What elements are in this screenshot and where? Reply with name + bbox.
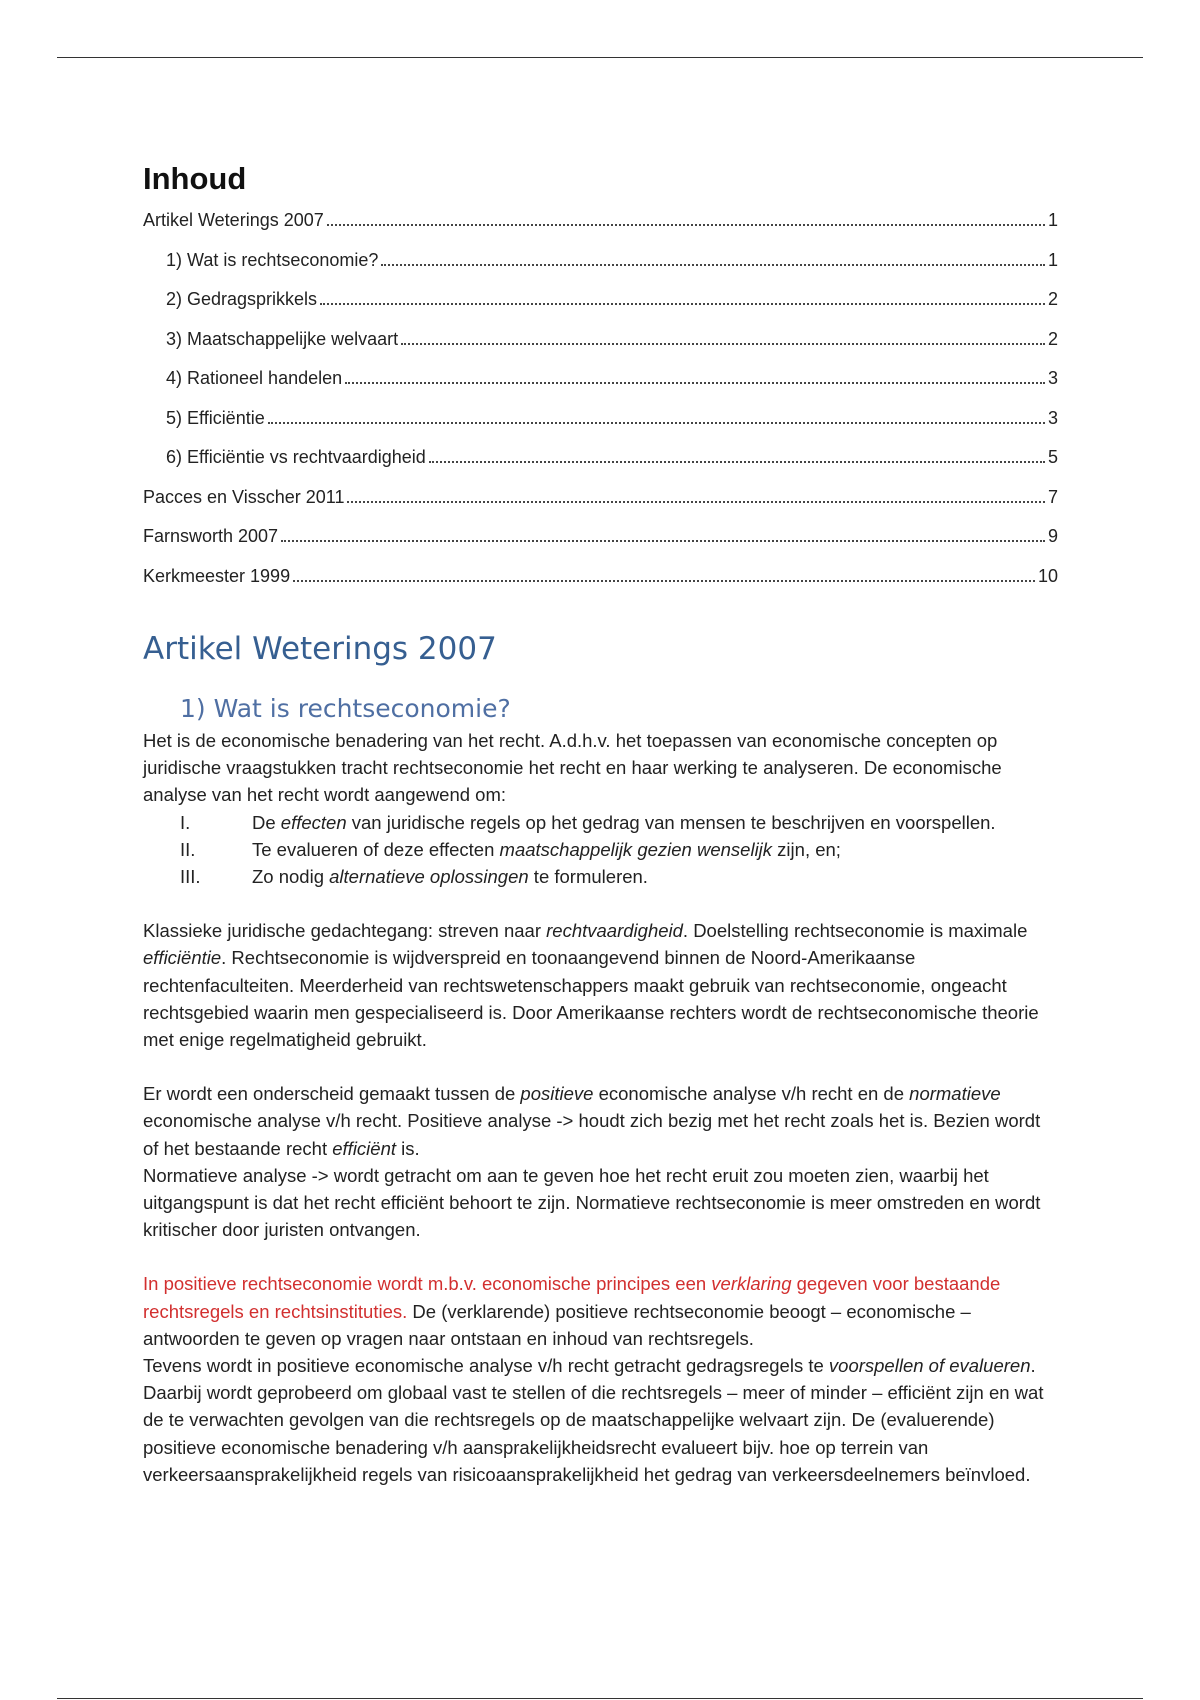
toc-entry-page: 3 — [1047, 407, 1058, 428]
toc-entry-page: 9 — [1047, 526, 1058, 546]
toc-entry[interactable] — [143, 408, 1058, 448]
toc-entry[interactable] — [143, 487, 1058, 527]
toc-entry[interactable] — [143, 250, 1058, 290]
toc-leader — [347, 501, 1045, 503]
list-item — [143, 836, 1058, 863]
toc-entry-page: 2 — [1047, 289, 1058, 309]
toc-leader — [281, 540, 1045, 542]
toc-entry-page: 1 — [1047, 249, 1058, 270]
toc-entry[interactable] — [143, 210, 1058, 250]
list-item — [143, 863, 1058, 890]
toc-leader — [327, 224, 1045, 226]
list-text: Zo nodig alternatieve oplossingen te formuleren. — [252, 866, 648, 888]
toc-leader — [345, 382, 1045, 384]
toc-leader — [429, 461, 1045, 463]
subsection-heading: 1) Wat is rechtseconomie? — [180, 694, 511, 723]
toc-entry-page: 3 — [1047, 368, 1058, 388]
list-number: I. — [180, 811, 191, 833]
document-page — [143, 160, 1058, 1488]
toc-entry-label: 6) Efficiëntie vs rechtvaardigheid — [166, 447, 426, 467]
toc-entry-page: 10 — [1037, 565, 1058, 586]
list-text: Te evalueren of deze effecten maatschappelijk gezien wenselijk zijn, en; — [252, 838, 841, 860]
toc-entry[interactable] — [143, 566, 1058, 606]
list-item — [143, 809, 1058, 836]
toc-entry-page: 5 — [1047, 447, 1058, 467]
footer-rule — [57, 1698, 1143, 1699]
toc-entry-label: 4) Rationeel handelen — [166, 368, 343, 388]
toc-leader — [293, 580, 1035, 582]
toc-leader — [268, 422, 1045, 424]
paragraph-tevens: Tevens wordt in positieve economische analyse v/h recht getracht gedragsregels te voorspellen of evalueren. Daarbij wordt geprobeerd om globaal vast te stellen of die rechtsregels – meer of minder – efficiënt zijn en wat de te verwachten gevolgen van die rechtsregels op de maatschappelijke welvaart zijn. De (evaluerende) positieve economische benadering v/h aansprakelijkheidsrecht evalueert bijv. hoe op terrein van verkeersaansprakelijkheid regels van risicoaansprakelijkheid het gedrag van verkeersdeelnemers beïnvloed. — [143, 1355, 1044, 1485]
toc-entry-label: Pacces en Visscher 2011 — [143, 486, 345, 507]
toc-entry-page: 1 — [1047, 210, 1058, 230]
toc-entry-label: Artikel Weterings 2007 — [143, 210, 324, 230]
toc-entry-label: Kerkmeester 1999 — [143, 565, 291, 586]
section-heading: Artikel Weterings 2007 — [143, 631, 497, 667]
toc-leader — [381, 264, 1045, 266]
toc-entry-label: 5) Efficiëntie — [166, 407, 265, 428]
toc-entry[interactable] — [143, 329, 1058, 369]
toc-entry-label: 1) Wat is rechtseconomie? — [166, 249, 379, 270]
toc-entry[interactable] — [143, 447, 1058, 487]
header-rule — [57, 57, 1143, 58]
paragraph-klassieke: Klassieke juridische gedachtegang: streven naar rechtvaardigheid. Doelstelling rechtseconomie is maximale efficiëntie. Rechtseconomie is wijdverspreid en toonaangevend binnen de Noord-Amerikaanse rechtenfaculteiten. Meerderheid van rechtswetenschappers maakt gebruik van rechtseconomie, ongeacht rechtsgebied waarin men gespecialiseerd is. Door Amerikaanse rechters wordt de rechtseconomische theorie met enige regelmatigheid gebruikt. — [143, 920, 1039, 1051]
toc-entry-label: Farnsworth 2007 — [143, 526, 279, 546]
intro-paragraph: Het is de economische benadering van het recht. A.d.h.v. het toepassen van economische concepten op juridische vraagstukken tracht rechtseconomie het recht en haar werking te analyseren. De economische analyse van het recht wordt aangewend om: — [143, 730, 1002, 806]
toc-entry-page: 7 — [1047, 486, 1058, 507]
toc-leader — [401, 343, 1045, 345]
list-number: III. — [180, 866, 201, 888]
toc-entry[interactable] — [143, 368, 1058, 408]
paragraph-normatieve: Normatieve analyse -> wordt getracht om aan te geven hoe het recht eruit zou moeten zien, waarbij het uitgangspunt is dat het recht efficiënt behoort te zijn. Normatieve rechtseconomie is meer omstreden en wordt kritischer door juristen ontvangen. — [143, 1164, 1041, 1241]
table-of-contents — [143, 210, 1058, 605]
toc-leader — [320, 303, 1045, 305]
paragraph-onderscheid: Er wordt een onderscheid gemaakt tussen de positieve economische analyse v/h recht en de normatieve economische analyse v/h recht. Positieve analyse -> houdt zich bezig met het recht zoals het is. Bezien wordt of het bestaande recht efficiënt is. — [143, 1083, 1041, 1159]
roman-list — [143, 809, 1058, 891]
toc-entry[interactable] — [143, 526, 1058, 566]
toc-title: Inhoud — [143, 161, 247, 196]
toc-entry-label: 3) Maatschappelijke welvaart — [166, 328, 399, 349]
toc-entry[interactable] — [143, 289, 1058, 329]
list-number: II. — [180, 838, 196, 860]
toc-entry-page: 2 — [1047, 328, 1058, 349]
list-text: De effecten van juridische regels op het gedrag van mensen te beschrijven en voorspellen. — [252, 811, 996, 833]
toc-entry-label: 2) Gedragsprikkels — [166, 289, 318, 309]
paragraph-positieve: In positieve rechtseconomie wordt m.b.v. economische principes een verklaring gegeven voor bestaande rechtsregels en rechtsinstituties. De (verklarende) positieve rechtseconomie beoogt – economische – antwoorden te geven op vragen naar ontstaan en inhoud van rechtsregels. — [143, 1273, 1001, 1349]
